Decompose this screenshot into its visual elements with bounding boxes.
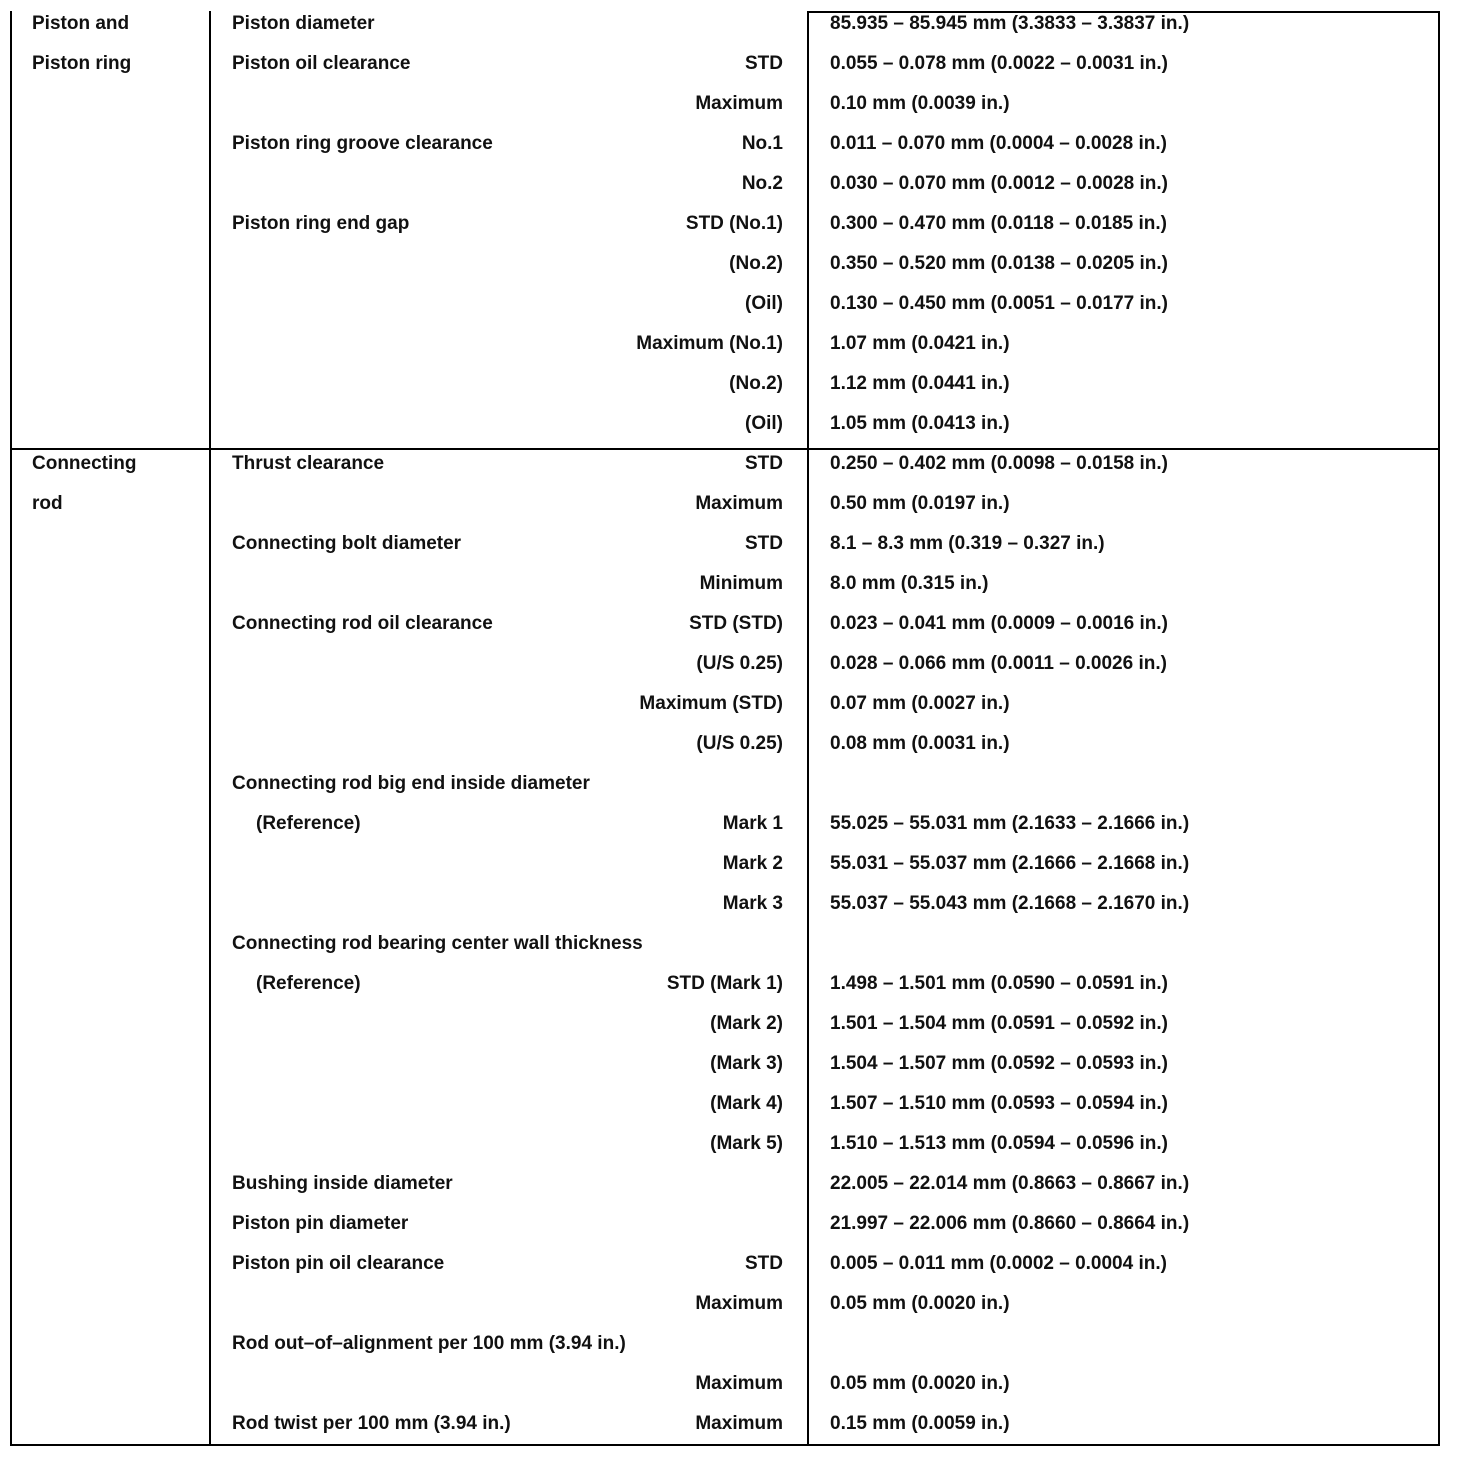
spec-value: 0.030 – 0.070 mm (0.0012 – 0.0028 in.) bbox=[830, 173, 1169, 194]
spec-value: 0.05 mm (0.0020 in.) bbox=[830, 1373, 1010, 1394]
spec-item: Rod twist per 100 mm (3.94 in.) bbox=[232, 1413, 511, 1434]
table-row bbox=[12, 1044, 1438, 1084]
spec-value: 0.300 – 0.470 mm (0.0118 – 0.0185 in.) bbox=[830, 213, 1167, 234]
spec-value: 0.130 – 0.450 mm (0.0051 – 0.0177 in.) bbox=[830, 293, 1169, 314]
table-row bbox=[12, 724, 1438, 764]
table-row bbox=[12, 684, 1438, 724]
spec-condition: Mark 3 bbox=[722, 893, 783, 914]
table-row bbox=[12, 1084, 1438, 1124]
table-row bbox=[12, 84, 1438, 124]
table-row bbox=[12, 44, 1438, 84]
spec-condition: (No.2) bbox=[729, 373, 783, 394]
spec-condition: Maximum bbox=[695, 1373, 783, 1394]
spec-condition: STD (Mark 1) bbox=[666, 973, 783, 994]
table-row bbox=[12, 444, 1438, 484]
table-row bbox=[12, 204, 1438, 244]
spec-value: 0.055 – 0.078 mm (0.0022 – 0.0031 in.) bbox=[830, 53, 1169, 74]
spec-condition: (U/S 0.25) bbox=[696, 653, 783, 674]
table-row bbox=[12, 564, 1438, 604]
table-row bbox=[12, 484, 1438, 524]
spec-condition: STD bbox=[745, 533, 783, 554]
spec-value: 1.507 – 1.510 mm (0.0593 – 0.0594 in.) bbox=[830, 1093, 1169, 1114]
spec-condition: (Mark 3) bbox=[710, 1053, 783, 1074]
table-row bbox=[12, 764, 1438, 804]
spec-item: Piston pin diameter bbox=[232, 1213, 409, 1234]
table-row bbox=[12, 404, 1438, 444]
spec-item: Piston diameter bbox=[232, 13, 375, 34]
spec-condition: (Mark 4) bbox=[710, 1093, 783, 1114]
table-row bbox=[12, 1124, 1438, 1164]
spec-item: Piston ring groove clearance bbox=[232, 133, 493, 154]
spec-condition: STD bbox=[745, 53, 783, 74]
table-row bbox=[12, 1244, 1438, 1284]
table-row bbox=[12, 924, 1438, 964]
spec-value: 55.025 – 55.031 mm (2.1633 – 2.1666 in.) bbox=[830, 813, 1190, 834]
spec-condition: (Mark 2) bbox=[710, 1013, 783, 1034]
table-row bbox=[12, 1204, 1438, 1244]
spec-item: Piston ring end gap bbox=[232, 213, 410, 234]
table-row bbox=[12, 964, 1438, 1004]
spec-value: 1.05 mm (0.0413 in.) bbox=[830, 413, 1010, 434]
table-row bbox=[12, 644, 1438, 684]
spec-value: 0.250 – 0.402 mm (0.0098 – 0.0158 in.) bbox=[830, 453, 1169, 474]
spec-condition: STD (STD) bbox=[689, 613, 783, 634]
spec-condition: STD (No.1) bbox=[685, 213, 783, 234]
spec-condition: Minimum bbox=[699, 573, 783, 594]
table-row bbox=[12, 1164, 1438, 1204]
spec-value: 0.011 – 0.070 mm (0.0004 – 0.0028 in.) bbox=[830, 133, 1167, 154]
spec-value: 0.50 mm (0.0197 in.) bbox=[830, 493, 1010, 514]
spec-condition: STD bbox=[745, 1253, 783, 1274]
spec-item: Piston pin oil clearance bbox=[232, 1253, 445, 1274]
spec-value: 1.498 – 1.501 mm (0.0590 – 0.0591 in.) bbox=[830, 973, 1169, 994]
table-row bbox=[12, 124, 1438, 164]
spec-item: Thrust clearance bbox=[232, 453, 385, 474]
table-row bbox=[12, 804, 1438, 844]
spec-item: Connecting rod big end inside diameter bbox=[232, 773, 590, 794]
spec-condition: (Mark 5) bbox=[710, 1133, 783, 1154]
spec-value: 0.005 – 0.011 mm (0.0002 – 0.0004 in.) bbox=[830, 1253, 1167, 1274]
table-row bbox=[12, 844, 1438, 884]
section-title: Connecting bbox=[32, 453, 137, 474]
spec-item: Rod out–of–alignment per 100 mm (3.94 in.) bbox=[232, 1333, 626, 1354]
spec-item: Bushing inside diameter bbox=[232, 1173, 453, 1194]
spec-condition: No.1 bbox=[741, 133, 783, 154]
spec-condition: Maximum (No.1) bbox=[636, 333, 783, 354]
spec-value: 22.005 – 22.014 mm (0.8663 – 0.8667 in.) bbox=[830, 1173, 1190, 1194]
spec-value: 1.12 mm (0.0441 in.) bbox=[830, 373, 1010, 394]
spec-value: 0.028 – 0.066 mm (0.0011 – 0.0026 in.) bbox=[830, 653, 1167, 674]
spec-value: 1.501 – 1.504 mm (0.0591 – 0.0592 in.) bbox=[830, 1013, 1169, 1034]
spec-item: Connecting bolt diameter bbox=[232, 533, 462, 554]
spec-value: 0.023 – 0.041 mm (0.0009 – 0.0016 in.) bbox=[830, 613, 1169, 634]
spec-condition: Maximum bbox=[695, 1293, 783, 1314]
table-row bbox=[12, 244, 1438, 284]
table-row bbox=[12, 1284, 1438, 1324]
table-row bbox=[12, 1404, 1438, 1444]
spec-condition: (No.2) bbox=[729, 253, 783, 274]
spec-condition: (Oil) bbox=[745, 293, 783, 314]
spec-value: 0.350 – 0.520 mm (0.0138 – 0.0205 in.) bbox=[830, 253, 1169, 274]
section-title: Piston and bbox=[32, 13, 130, 34]
table-row bbox=[12, 164, 1438, 204]
table-row bbox=[12, 884, 1438, 924]
spec-value: 85.935 – 85.945 mm (3.3833 – 3.3837 in.) bbox=[830, 13, 1190, 34]
spec-condition: (Oil) bbox=[745, 413, 783, 434]
spec-value: 1.510 – 1.513 mm (0.0594 – 0.0596 in.) bbox=[830, 1133, 1169, 1154]
spec-condition: Maximum bbox=[695, 1413, 783, 1434]
spec-item: (Reference) bbox=[256, 813, 361, 834]
spec-item: Connecting rod oil clearance bbox=[232, 613, 493, 634]
table-row bbox=[12, 1004, 1438, 1044]
spec-value: 0.07 mm (0.0027 in.) bbox=[830, 693, 1010, 714]
spec-value: 1.07 mm (0.0421 in.) bbox=[830, 333, 1010, 354]
table-row bbox=[12, 1324, 1438, 1364]
spec-item: Connecting rod bearing center wall thickness bbox=[232, 933, 643, 954]
table-row bbox=[12, 524, 1438, 564]
spec-condition: Maximum bbox=[695, 93, 783, 114]
spec-item: Piston oil clearance bbox=[232, 53, 411, 74]
section-title: Piston ring bbox=[32, 53, 132, 74]
spec-condition: (U/S 0.25) bbox=[696, 733, 783, 754]
spec-value: 0.15 mm (0.0059 in.) bbox=[830, 1413, 1010, 1434]
spec-value: 0.05 mm (0.0020 in.) bbox=[830, 1293, 1010, 1314]
spec-value: 21.997 – 22.006 mm (0.8660 – 0.8664 in.) bbox=[830, 1213, 1190, 1234]
section-title: rod bbox=[32, 493, 63, 514]
spec-condition: No.2 bbox=[741, 173, 783, 194]
spec-table bbox=[10, 11, 1440, 1446]
table-row bbox=[12, 604, 1438, 644]
spec-value: 0.08 mm (0.0031 in.) bbox=[830, 733, 1010, 754]
spec-condition: Mark 2 bbox=[722, 853, 783, 874]
table-row bbox=[12, 1364, 1438, 1404]
spec-value: 8.0 mm (0.315 in.) bbox=[830, 573, 989, 594]
spec-value: 8.1 – 8.3 mm (0.319 – 0.327 in.) bbox=[830, 533, 1105, 554]
table-row bbox=[12, 364, 1438, 404]
table-row bbox=[12, 284, 1438, 324]
spec-value: 1.504 – 1.507 mm (0.0592 – 0.0593 in.) bbox=[830, 1053, 1169, 1074]
spec-condition: Maximum (STD) bbox=[639, 693, 783, 714]
table-row bbox=[12, 4, 1438, 44]
spec-value: 55.031 – 55.037 mm (2.1666 – 2.1668 in.) bbox=[830, 853, 1190, 874]
spec-item: (Reference) bbox=[256, 973, 361, 994]
table-row bbox=[12, 324, 1438, 364]
spec-condition: STD bbox=[745, 453, 783, 474]
spec-value: 55.037 – 55.043 mm (2.1668 – 2.1670 in.) bbox=[830, 893, 1190, 914]
spec-condition: Maximum bbox=[695, 493, 783, 514]
spec-value: 0.10 mm (0.0039 in.) bbox=[830, 93, 1010, 114]
spec-condition: Mark 1 bbox=[722, 813, 783, 834]
